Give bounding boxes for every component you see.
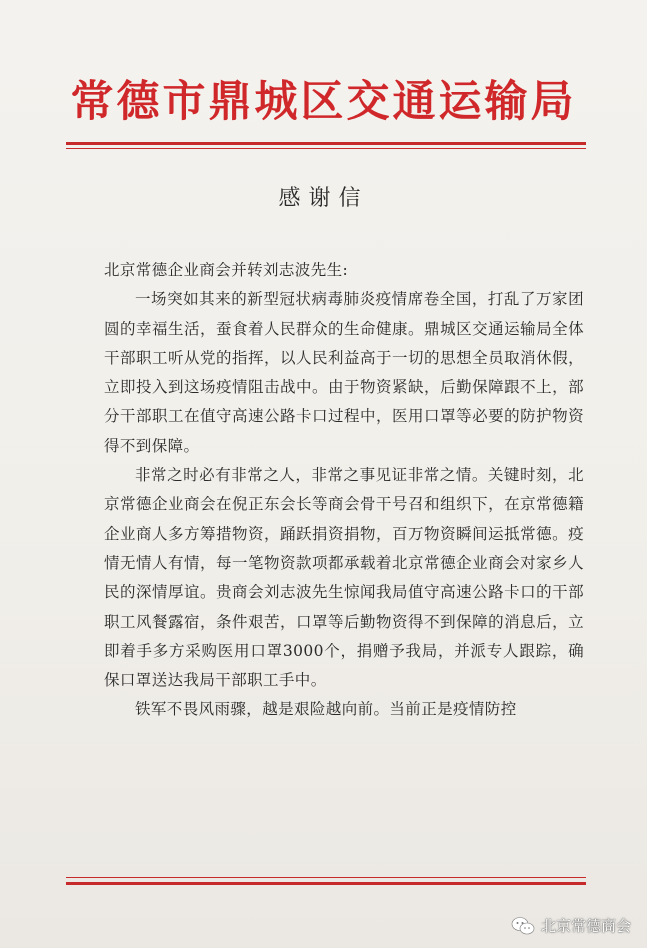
footer-rule-thin — [66, 877, 586, 878]
letterhead-rule-thick — [66, 142, 586, 145]
letter-body — [104, 256, 584, 725]
letterhead-rule-thin — [66, 148, 586, 149]
letter-paragraph: 铁军不畏风雨骤，越是艰险越向前。当前正是疫情防控 — [135, 700, 517, 719]
letter-paragraph: 一场突如其来的新型冠状病毒肺炎疫情席卷全国，打乱了万家团圆的幸福生活，蚕食着人民群众的生命健康。鼎城区交通运输局全体干部职工听从党的指挥，以人民利益高于一切的思想全员取消休假，立即投入到这场疫情阻击战中。由于物资紧缺，后勤保障跟不上，部分干部职工在值守高速公路卡口过程中，医用口罩等必要的防护物资得不到保障。 — [104, 290, 584, 455]
letter-salutation: 北京常德企业商会并转刘志波先生: — [104, 261, 349, 279]
footer-rule-thick — [66, 882, 586, 885]
letter-paragraph: 非常之时必有非常之人，非常之事见证非常之情。关键时刻，北京常德企业商会在倪正东会长等商会骨干号召和组织下，在京常德籍企业商人多方筹措物资，踊跃捐资捐物，百万物资瞬间运抵常德。疫情无情人有情，每一笔物资款项都承载着北京常德企业商会对家乡人民的深情厚谊。贵商会刘志波先生惊闻我局值守高速公路卡口的干部职工风餐露宿，条件艰苦，口罩等后勤物资得不到保障的消息后，立即着手多方采购医用口罩3000个，捐赠予我局，并派专人跟踪，确保口罩送达我局干部职工手中。 — [104, 466, 584, 690]
letterhead-organization: 常德市鼎城区交通运输局 — [70, 77, 577, 127]
watermark-text: 北京常德商会 — [540, 917, 631, 935]
wechat-icon — [511, 916, 535, 936]
letter-title: 感谢信 — [278, 186, 369, 211]
watermark — [511, 915, 631, 936]
